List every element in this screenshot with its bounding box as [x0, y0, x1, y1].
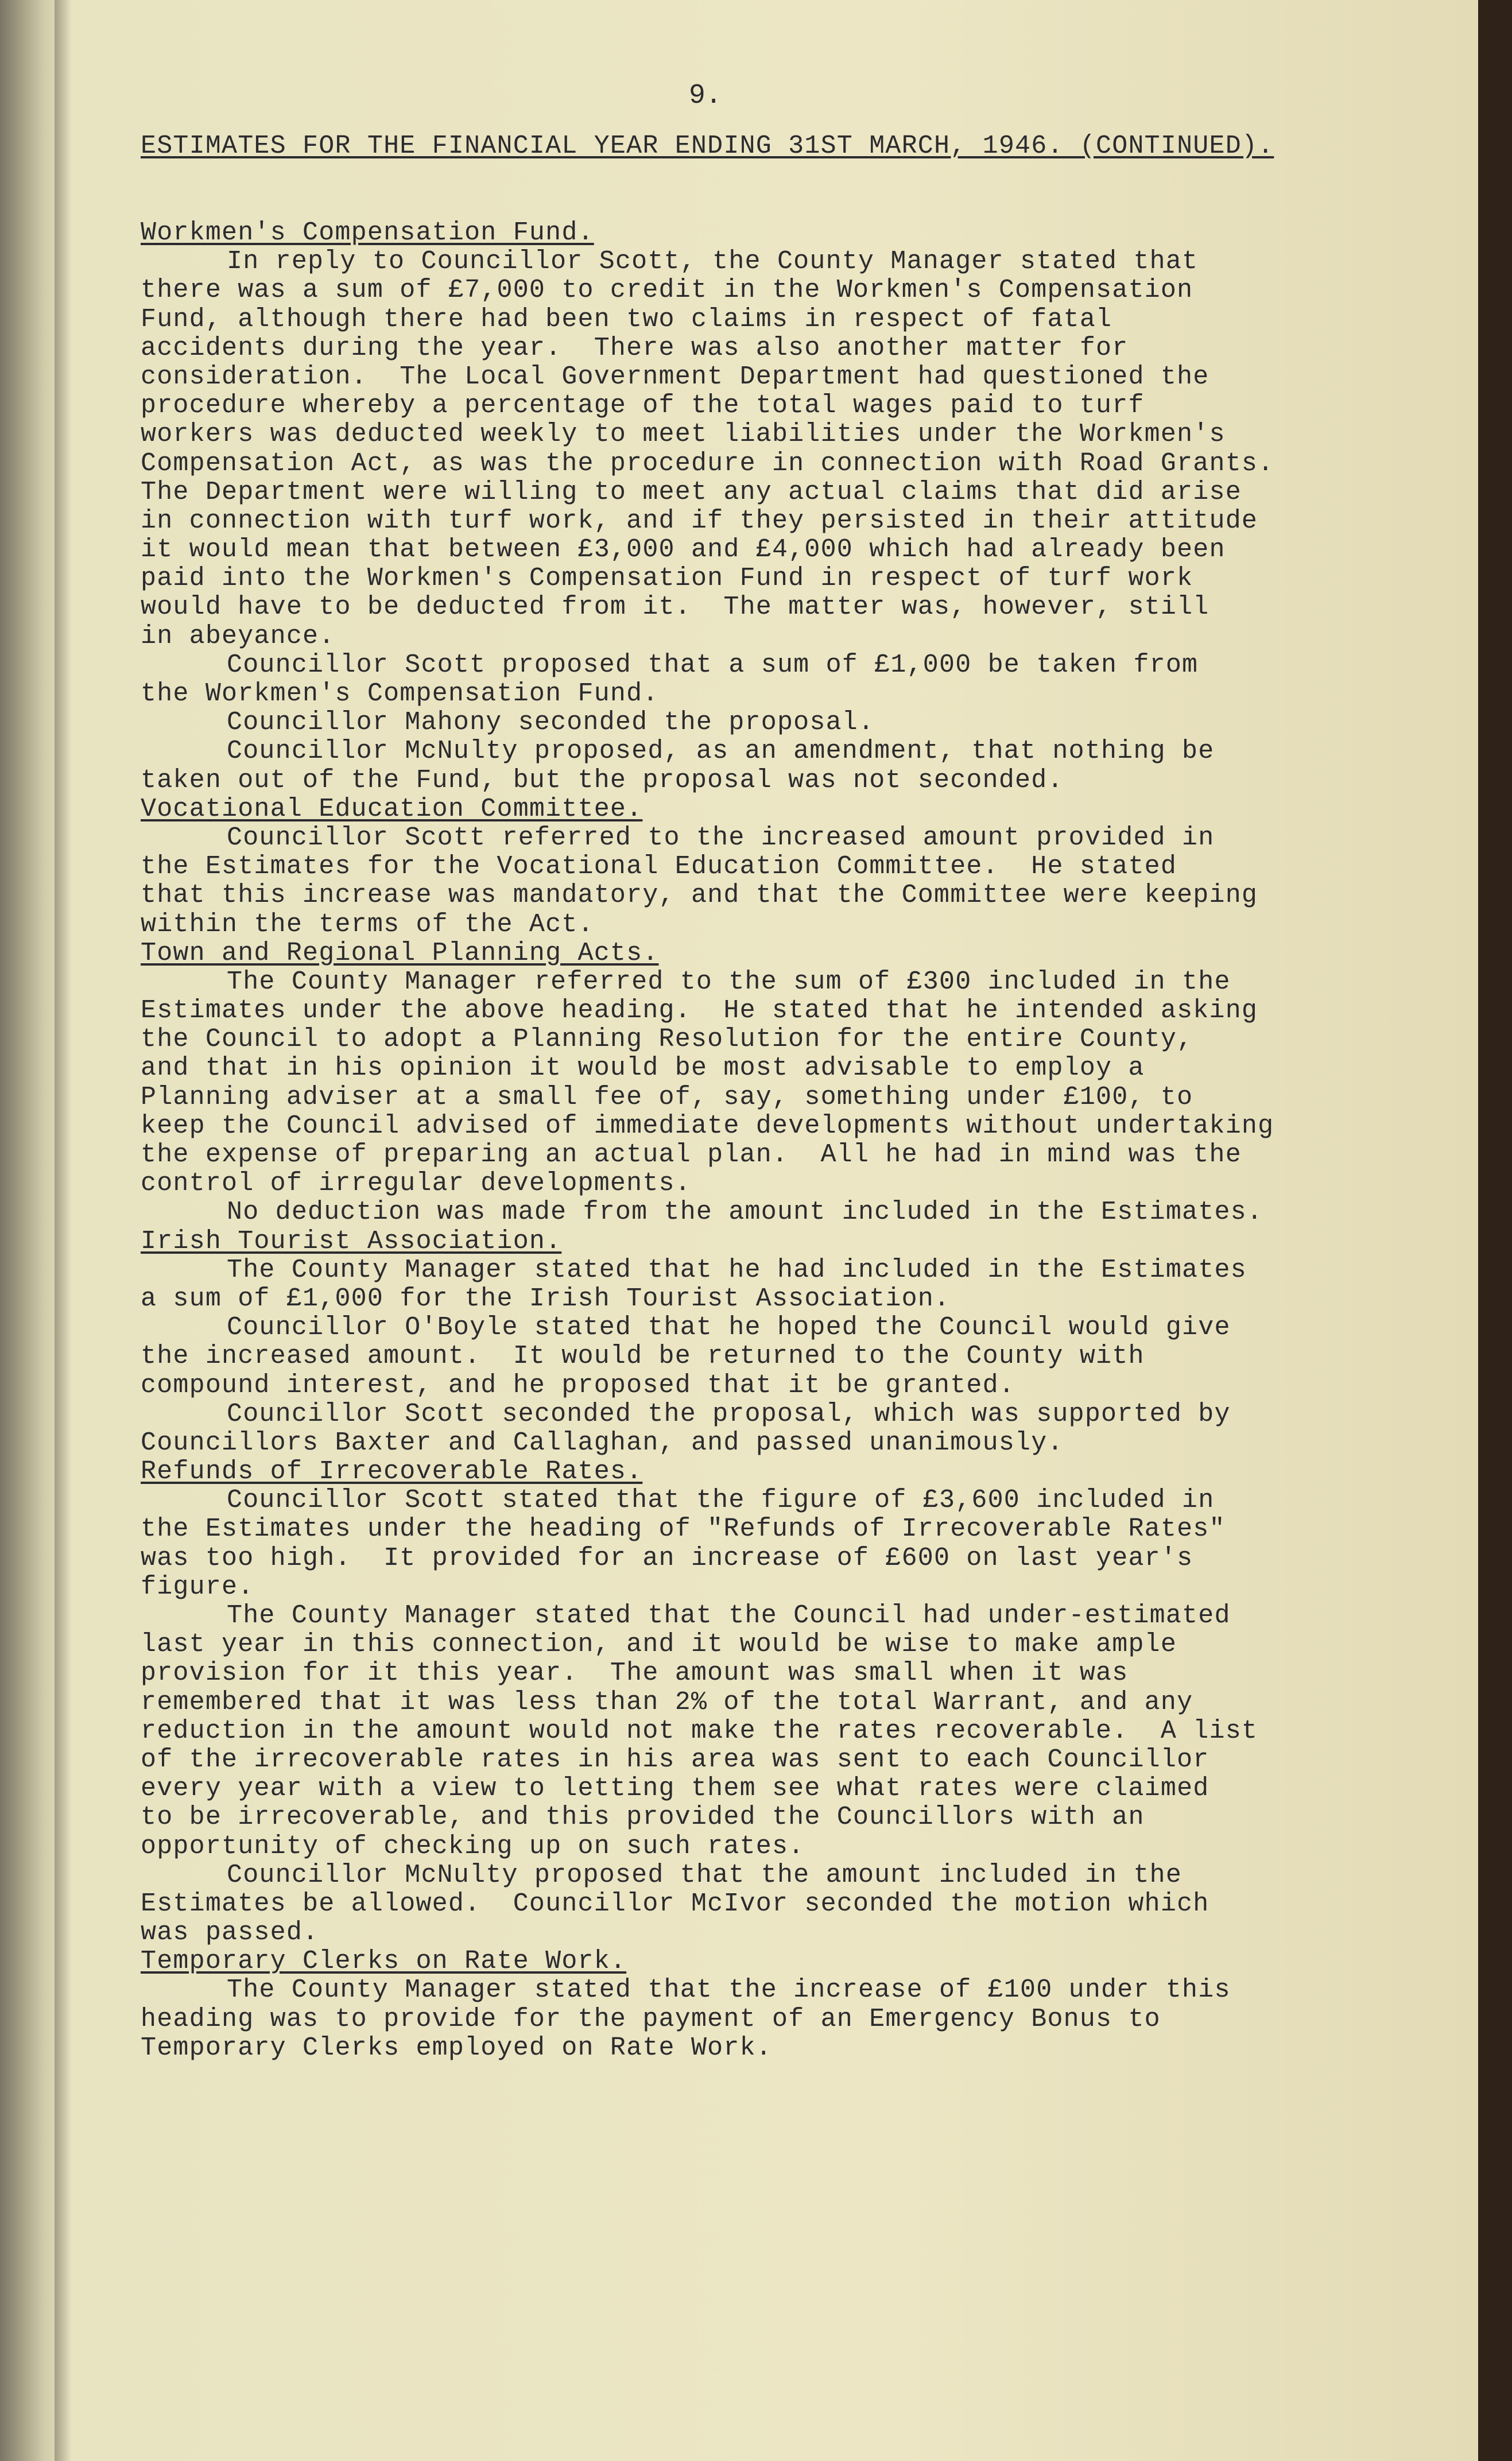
text-line: the increased amount. It would be returned to the County with — [141, 1342, 1145, 1371]
text-line: Councillor O'Boyle stated that he hoped the Council would give — [227, 1313, 1231, 1343]
text-line: remembered that it was less than 2% of the total Warrant, and any — [141, 1687, 1193, 1717]
text-line: opportunity of checking up on such rates. — [141, 1831, 805, 1861]
text-line: the Council to adopt a Planning Resolution for the entire County, — [141, 1025, 1193, 1055]
document-title: ESTIMATES FOR THE FINANCIAL YEAR ENDING 31ST MARCH, 1946. (CONTINUED). — [141, 131, 1274, 161]
text-line: there was a sum of £7,000 to credit in the Workmen's Compensation — [141, 276, 1193, 305]
text-line: every year with a view to letting them see what rates were claimed — [141, 1774, 1209, 1804]
text-line: the expense of preparing an actual plan. All he had in mind was the — [141, 1140, 1242, 1169]
text-line: and that in his opinion it would be most advisable to employ a — [141, 1053, 1145, 1083]
text-line: reduction in the amount would not make the rates recoverable. A list — [141, 1716, 1258, 1746]
text-line: Estimates under the above heading. He stated that he intended asking — [141, 996, 1258, 1026]
text-line: heading was to provide for the payment of an Emergency Bonus to — [141, 2004, 1161, 2034]
text-line: keep the Council advised of immediate developments without undertaking — [141, 1111, 1274, 1141]
text-line: Councillor McNulty proposed that the amount included in the — [227, 1860, 1183, 1890]
binding-gutter — [55, 0, 72, 2461]
text-line: in abeyance. — [141, 621, 335, 651]
text-line: of the irrecoverable rates in his area was sent to each Councillor — [141, 1745, 1209, 1774]
text-line: The County Manager referred to the sum of £300 included in the — [227, 967, 1231, 997]
text-line: No deduction was made from the amount included in the Estimates. — [227, 1197, 1263, 1227]
text-line: the Workmen's Compensation Fund. — [141, 679, 659, 708]
text-line: Temporary Clerks employed on Rate Work. — [141, 2033, 772, 2063]
text-line: The Department were willing to meet any actual claims that did arise — [141, 477, 1242, 507]
text-line: The County Manager stated that he had included in the Estimates — [227, 1255, 1247, 1285]
text-line: Councillor Scott stated that the figure of £3,600 included in — [227, 1486, 1215, 1516]
text-line: Councillors Baxter and Callaghan, and passed unanimously. — [141, 1428, 1064, 1458]
text-line: The County Manager stated that the Council had under-estimated — [227, 1601, 1231, 1630]
text-line: Councillor Scott referred to the increased amount provided in — [227, 823, 1215, 852]
section-heading: Vocational Education Committee. — [141, 794, 643, 824]
section-heading: Refunds of Irrecoverable Rates. — [141, 1457, 643, 1487]
text-line: Councillor Scott seconded the proposal, which was supported by — [227, 1399, 1231, 1429]
text-line: the Estimates for the Vocational Education Committee. He stated — [141, 852, 1177, 882]
text-line: in connection with turf work, and if they persisted in their attitude — [141, 506, 1258, 536]
text-line: workers was deducted weekly to meet liabilities under the Workmen's — [141, 420, 1226, 449]
text-lines — [141, 219, 1432, 2063]
text-line: figure. — [141, 1572, 254, 1602]
text-line: Planning adviser at a small fee of, say, something under £100, to — [141, 1082, 1193, 1112]
text-line: last year in this connection, and it would be wise to make ample — [141, 1630, 1177, 1660]
text-line: compound interest, and he proposed that it be granted. — [141, 1370, 1015, 1400]
text-line: The County Manager stated that the increase of £100 under this — [227, 1975, 1231, 2005]
text-line: control of irregular developments. — [141, 1169, 691, 1199]
section-heading: Temporary Clerks on Rate Work. — [141, 1947, 627, 1976]
text-line: a sum of £1,000 for the Irish Tourist Association. — [141, 1284, 951, 1313]
text-line: it would mean that between £3,000 and £4,000 which had already been — [141, 535, 1226, 565]
scan-background-edge — [1478, 0, 1512, 2461]
text-line: Estimates be allowed. Councillor McIvor seconded the motion which — [141, 1889, 1209, 1919]
text-line: paid into the Workmen's Compensation Fund in respect of turf work — [141, 564, 1193, 594]
text-line: within the terms of the Act. — [141, 909, 594, 939]
text-line: provision for it this year. The amount was small when it was — [141, 1658, 1129, 1688]
text-line: was too high. It provided for an increase of £600 on last year's — [141, 1543, 1193, 1573]
text-line: consideration. The Local Government Department had questioned the — [141, 362, 1209, 392]
text-line: Compensation Act, as was the procedure in connection with Road Grants. — [141, 448, 1274, 478]
text-line: that this increase was mandatory, and that the Committee were keeping — [141, 881, 1258, 910]
text-line: procedure whereby a percentage of the total wages paid to turf — [141, 391, 1145, 421]
text-line: Fund, although there had been two claims in respect of fatal — [141, 304, 1112, 334]
document-body — [141, 75, 1432, 2120]
text-line: Councillor McNulty proposed, as an amendment, that nothing be — [227, 737, 1215, 766]
text-line: to be irrecoverable, and this provided the Councillors with an — [141, 1803, 1145, 1832]
text-line: accidents during the year. There was also another matter for — [141, 333, 1129, 363]
section-heading: Workmen's Compensation Fund. — [141, 218, 594, 247]
page-number: 9. — [689, 80, 722, 111]
text-line: Councillor Scott proposed that a sum of £1,000 be taken from — [227, 650, 1199, 680]
text-line: taken out of the Fund, but the proposal was not seconded. — [141, 765, 1064, 795]
section-heading: Irish Tourist Association. — [141, 1226, 562, 1256]
text-line: would have to be deducted from it. The matter was, however, still — [141, 592, 1209, 622]
text-line: Councillor Mahony seconded the proposal. — [227, 708, 875, 738]
text-line: was passed. — [141, 1918, 319, 1948]
text-line: In reply to Councillor Scott, the County Manager stated that — [227, 247, 1199, 277]
section-heading: Town and Regional Planning Acts. — [141, 938, 659, 968]
text-line: the Estimates under the heading of "Refunds of Irrecoverable Rates" — [141, 1514, 1226, 1544]
